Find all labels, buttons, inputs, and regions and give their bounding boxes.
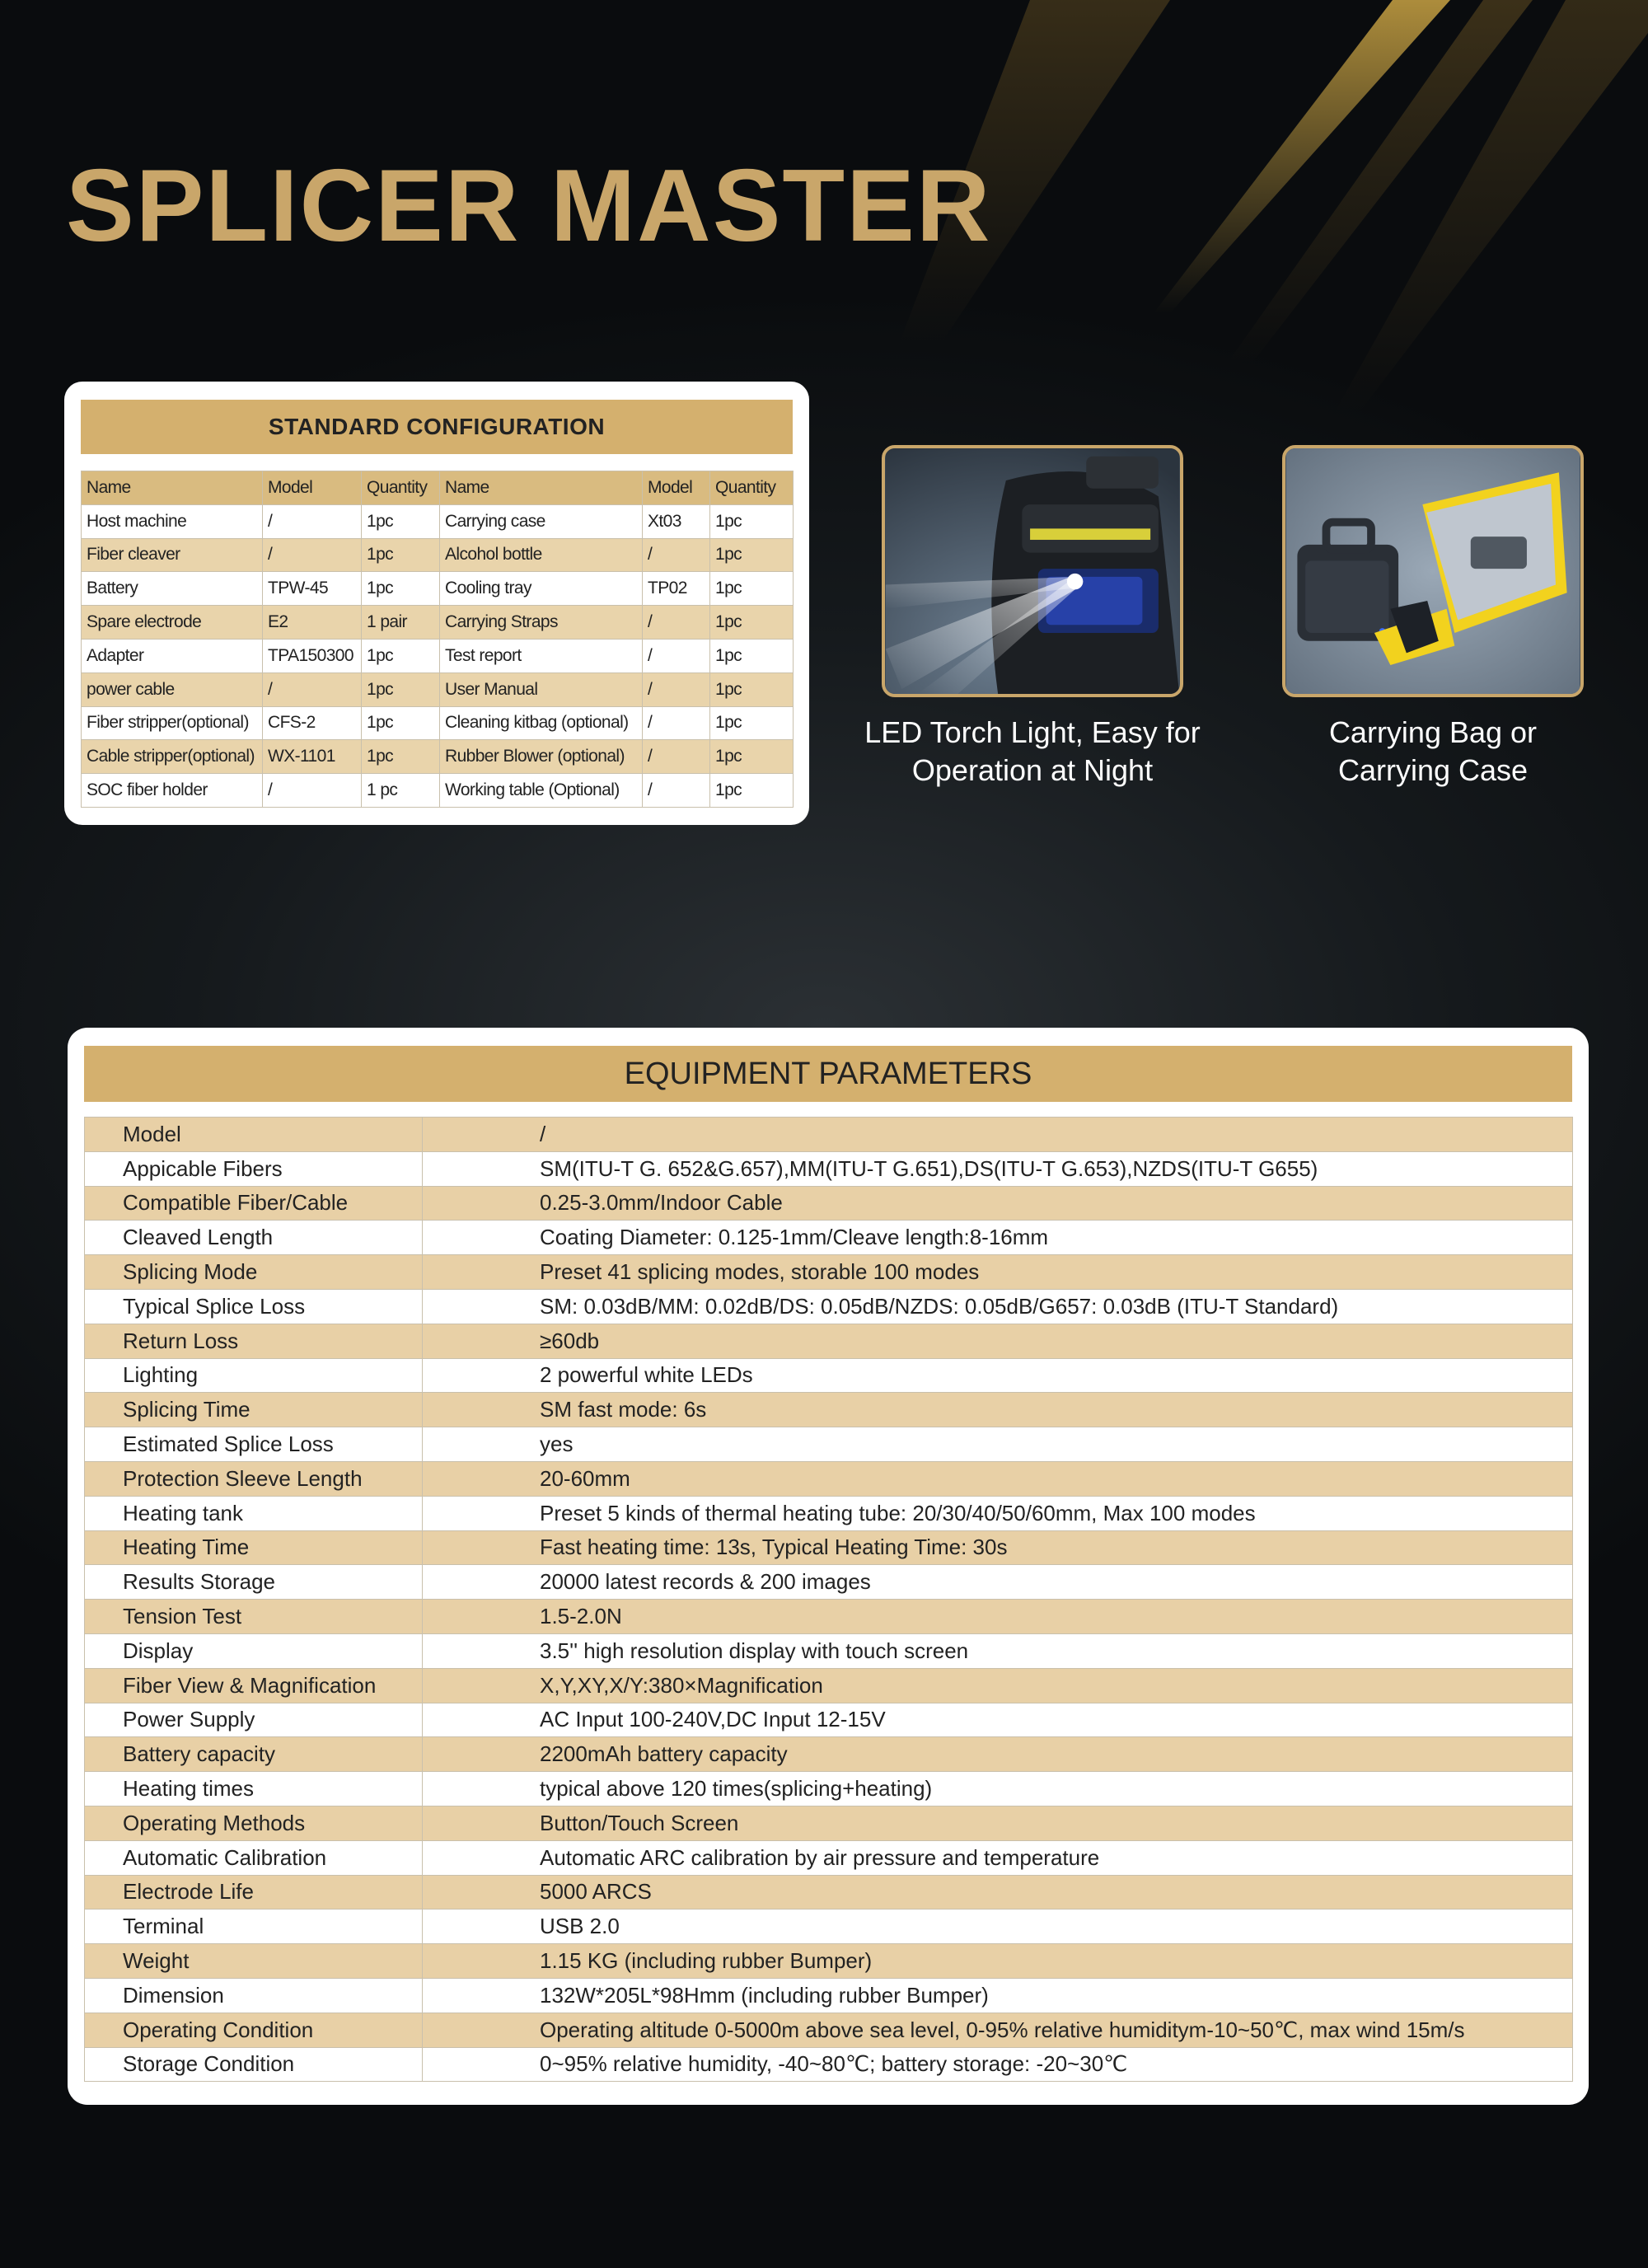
param-value: Button/Touch Screen <box>423 1806 1573 1840</box>
param-name: Fiber View & Magnification <box>85 1668 423 1703</box>
standard-configuration-card <box>64 382 809 825</box>
param-name: Estimated Splice Loss <box>85 1427 423 1462</box>
param-name: Heating Time <box>85 1530 423 1565</box>
table-cell: Xt03 <box>643 504 710 538</box>
param-name: Return Loss <box>85 1324 423 1358</box>
table-row <box>85 1737 1573 1772</box>
feature-caption <box>859 714 1206 790</box>
table-cell: Carrying case <box>440 504 643 538</box>
param-value: Operating altitude 0-5000m above sea level, 0-95% relative humiditym-10~50℃, max wind 15m/s <box>423 2013 1573 2047</box>
table-row <box>82 572 794 606</box>
table-row <box>85 1255 1573 1290</box>
param-value: SM(ITU-T G. 652&G.657),MM(ITU-T G.651),DS(ITU-T G.653),NZDS(ITU-T G655) <box>423 1151 1573 1186</box>
table-cell: Fiber cleaver <box>82 538 263 572</box>
param-value: yes <box>423 1427 1573 1462</box>
param-name: Automatic Calibration <box>85 1840 423 1875</box>
param-value: 5000 ARCS <box>423 1875 1573 1910</box>
table-cell: TPA150300 <box>263 639 362 672</box>
param-value: SM fast mode: 6s <box>423 1393 1573 1427</box>
param-value: Preset 41 splicing modes, storable 100 modes <box>423 1255 1573 1290</box>
param-value: 20000 latest records & 200 images <box>423 1565 1573 1600</box>
table-cell: 1pc <box>362 572 440 606</box>
caption-line: Carrying Case <box>1337 753 1529 787</box>
caption-line: Carrying Bag or <box>1328 715 1538 749</box>
table-cell: Rubber Blower (optional) <box>440 740 643 774</box>
led-torch-image <box>882 445 1183 697</box>
table-cell: 1pc <box>362 740 440 774</box>
table-row <box>85 1289 1573 1324</box>
table-row <box>85 2047 1573 2082</box>
param-name: Power Supply <box>85 1703 423 1737</box>
param-name: Operating Condition <box>85 2013 423 2047</box>
table-cell: 1pc <box>362 672 440 706</box>
table-cell: 1 pc <box>362 774 440 808</box>
splicer-torch-illustration <box>885 448 1180 694</box>
config-header-row <box>82 471 794 505</box>
feature-led-torch <box>859 445 1206 790</box>
table-cell: TP02 <box>643 572 710 606</box>
table-cell: / <box>643 639 710 672</box>
param-value: 20-60mm <box>423 1461 1573 1496</box>
param-name: Model <box>85 1118 423 1152</box>
param-value: / <box>423 1118 1573 1152</box>
table-row <box>85 1151 1573 1186</box>
table-cell: 1pc <box>710 672 794 706</box>
table-cell: WX-1101 <box>263 740 362 774</box>
table-cell: User Manual <box>440 672 643 706</box>
feature-carrying-case <box>1260 445 1606 790</box>
table-cell: power cable <box>82 672 263 706</box>
feature-caption <box>1260 714 1606 790</box>
table-cell: Alcohol bottle <box>440 538 643 572</box>
table-cell: 1pc <box>362 538 440 572</box>
table-cell: / <box>643 740 710 774</box>
table-row <box>85 1600 1573 1634</box>
table-row <box>85 1944 1573 1979</box>
equipment-parameters-card <box>68 1028 1589 2105</box>
table-cell: 1pc <box>362 504 440 538</box>
carrying-case-image <box>1282 445 1584 697</box>
table-cell: 1pc <box>710 774 794 808</box>
param-name: Typical Splice Loss <box>85 1289 423 1324</box>
table-cell: 1pc <box>362 639 440 672</box>
param-name: Heating tank <box>85 1496 423 1530</box>
param-value: Fast heating time: 13s, Typical Heating Time: 30s <box>423 1530 1573 1565</box>
table-row <box>85 1393 1573 1427</box>
param-name: Compatible Fiber/Cable <box>85 1186 423 1221</box>
param-name: Battery capacity <box>85 1737 423 1772</box>
param-name: Electrode Life <box>85 1875 423 1910</box>
param-name: Display <box>85 1633 423 1668</box>
param-value: Automatic ARC calibration by air pressure and temperature <box>423 1840 1573 1875</box>
param-value: 0~95% relative humidity, -40~80℃; battery storage: -20~30℃ <box>423 2047 1573 2082</box>
table-cell: E2 <box>263 606 362 640</box>
table-cell: 1pc <box>362 706 440 740</box>
param-name: Tension Test <box>85 1600 423 1634</box>
table-cell: Test report <box>440 639 643 672</box>
table-cell: / <box>643 706 710 740</box>
col-model: Model <box>643 471 710 505</box>
table-cell: 1 pair <box>362 606 440 640</box>
table-cell: CFS-2 <box>263 706 362 740</box>
param-value: 1.5-2.0N <box>423 1600 1573 1634</box>
table-cell: / <box>643 538 710 572</box>
param-value: Coating Diameter: 0.125-1mm/Cleave length:8-16mm <box>423 1221 1573 1255</box>
table-cell: Cable stripper(optional) <box>82 740 263 774</box>
param-name: Splicing Time <box>85 1393 423 1427</box>
param-name: Cleaved Length <box>85 1221 423 1255</box>
table-cell: TPW-45 <box>263 572 362 606</box>
col-name: Name <box>82 471 263 505</box>
param-value: X,Y,XY,X/Y:380×Magnification <box>423 1668 1573 1703</box>
table-row <box>85 1427 1573 1462</box>
col-name: Name <box>440 471 643 505</box>
table-row <box>85 1565 1573 1600</box>
table-cell: / <box>643 672 710 706</box>
param-name: Splicing Mode <box>85 1255 423 1290</box>
table-cell: Working table (Optional) <box>440 774 643 808</box>
table-row <box>85 1910 1573 1944</box>
table-row <box>85 1324 1573 1358</box>
table-cell: SOC fiber holder <box>82 774 263 808</box>
table-row <box>85 1358 1573 1393</box>
table-row <box>82 706 794 740</box>
param-value: 0.25-3.0mm/Indoor Cable <box>423 1186 1573 1221</box>
param-name: Heating times <box>85 1772 423 1806</box>
table-cell: Carrying Straps <box>440 606 643 640</box>
param-name: Results Storage <box>85 1565 423 1600</box>
param-value: 132W*205L*98Hmm (including rubber Bumper) <box>423 1978 1573 2013</box>
table-cell: / <box>263 504 362 538</box>
table-row <box>85 1668 1573 1703</box>
table-row <box>85 1186 1573 1221</box>
table-cell: / <box>643 774 710 808</box>
table-cell: / <box>263 672 362 706</box>
param-value: 1.15 KG (including rubber Bumper) <box>423 1944 1573 1979</box>
table-row <box>85 2013 1573 2047</box>
col-model: Model <box>263 471 362 505</box>
config-table <box>81 471 794 808</box>
table-cell: Battery <box>82 572 263 606</box>
param-value: ≥60db <box>423 1324 1573 1358</box>
param-name: Protection Sleeve Length <box>85 1461 423 1496</box>
table-row <box>85 1118 1573 1152</box>
table-row <box>85 1840 1573 1875</box>
table-row <box>85 1530 1573 1565</box>
table-cell: Cooling tray <box>440 572 643 606</box>
table-cell: 1pc <box>710 706 794 740</box>
table-cell: 1pc <box>710 740 794 774</box>
table-cell: Host machine <box>82 504 263 538</box>
param-value: AC Input 100-240V,DC Input 12-15V <box>423 1703 1573 1737</box>
param-name: Lighting <box>85 1358 423 1393</box>
table-row <box>82 538 794 572</box>
params-heading: EQUIPMENT PARAMETERS <box>84 1046 1572 1102</box>
param-value: SM: 0.03dB/MM: 0.02dB/DS: 0.05dB/NZDS: 0.05dB/G657: 0.03dB (ITU-T Standard) <box>423 1289 1573 1324</box>
table-cell: Cleaning kitbag (optional) <box>440 706 643 740</box>
config-heading: STANDARD CONFIGURATION <box>81 400 793 454</box>
table-row <box>82 606 794 640</box>
param-name: Dimension <box>85 1978 423 2013</box>
param-value: 3.5'' high resolution display with touch screen <box>423 1633 1573 1668</box>
table-cell: 1pc <box>710 606 794 640</box>
table-row <box>85 1875 1573 1910</box>
table-row <box>85 1772 1573 1806</box>
carrying-case-illustration <box>1285 448 1580 694</box>
table-cell: / <box>263 774 362 808</box>
param-name: Weight <box>85 1944 423 1979</box>
param-name: Terminal <box>85 1910 423 1944</box>
table-cell: Spare electrode <box>82 606 263 640</box>
table-row <box>85 1703 1573 1737</box>
table-row <box>85 1978 1573 2013</box>
param-name: Storage Condition <box>85 2047 423 2082</box>
table-row <box>82 740 794 774</box>
table-cell: Adapter <box>82 639 263 672</box>
table-cell: Fiber stripper(optional) <box>82 706 263 740</box>
table-cell: 1pc <box>710 639 794 672</box>
table-row <box>85 1496 1573 1530</box>
table-cell: / <box>643 606 710 640</box>
caption-line: Operation at Night <box>911 753 1154 787</box>
table-row <box>85 1806 1573 1840</box>
param-value: USB 2.0 <box>423 1910 1573 1944</box>
table-row <box>82 774 794 808</box>
table-row <box>82 672 794 706</box>
param-value: typical above 120 times(splicing+heating) <box>423 1772 1573 1806</box>
table-row <box>85 1461 1573 1496</box>
table-row <box>85 1221 1573 1255</box>
params-table <box>84 1117 1573 2082</box>
table-cell: / <box>263 538 362 572</box>
table-row <box>82 504 794 538</box>
table-cell: 1pc <box>710 504 794 538</box>
page-title: SPLICER MASTER <box>66 149 992 263</box>
table-row <box>82 639 794 672</box>
table-row <box>85 1633 1573 1668</box>
caption-line: LED Torch Light, Easy for <box>864 715 1201 749</box>
table-cell: 1pc <box>710 538 794 572</box>
col-quantity: Quantity <box>710 471 794 505</box>
col-quantity: Quantity <box>362 471 440 505</box>
param-value: Preset 5 kinds of thermal heating tube: 20/30/40/50/60mm, Max 100 modes <box>423 1496 1573 1530</box>
table-cell: 1pc <box>710 572 794 606</box>
param-name: Appicable Fibers <box>85 1151 423 1186</box>
param-value: 2200mAh battery capacity <box>423 1737 1573 1772</box>
param-name: Operating Methods <box>85 1806 423 1840</box>
param-value: 2 powerful white LEDs <box>423 1358 1573 1393</box>
